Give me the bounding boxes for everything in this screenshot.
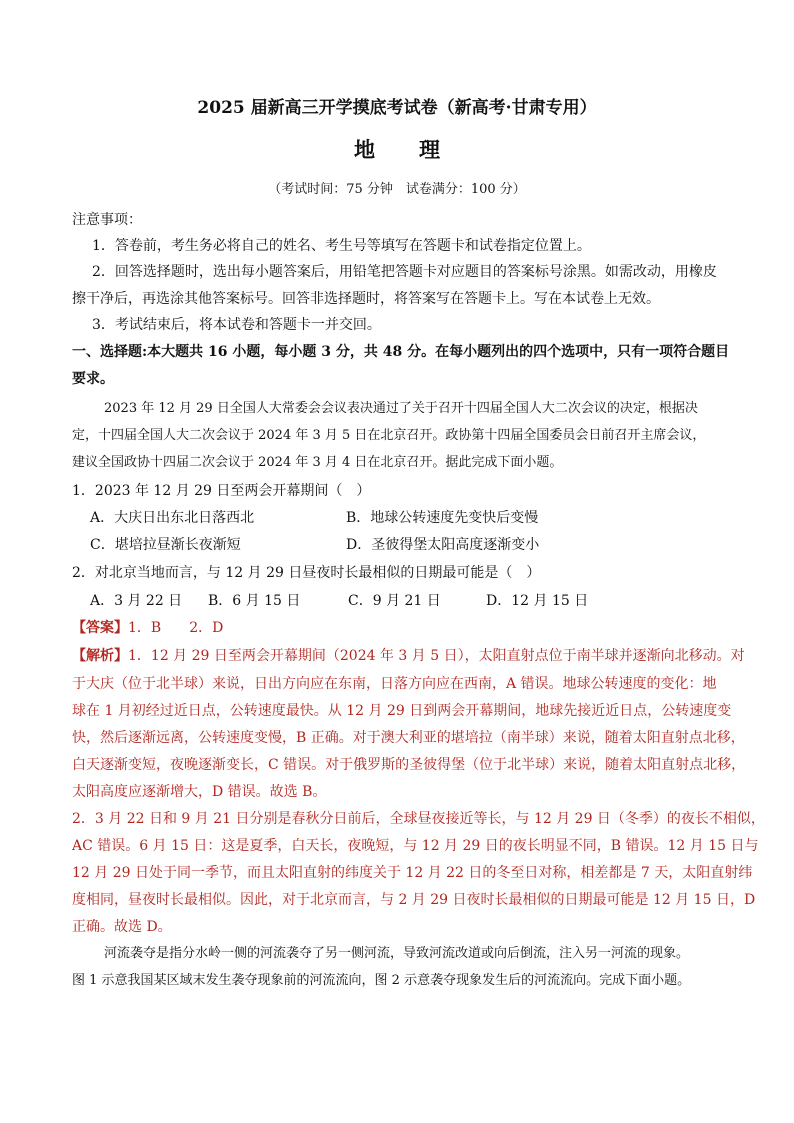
question-2-option-b: B．6 月 15 日 xyxy=(208,593,301,609)
question-2-stem: 2．对北京当地而言，与 12 月 29 日昼夜时长最相似的日期最可能是（ ） xyxy=(72,565,541,581)
passage-paragraph: 2023 年 12 月 29 日全国人大常委会会议表决通过了关于召开十四届全国人大二次会议的决定，根据决 xyxy=(104,401,698,416)
analysis-text: 12 月 29 日处于同一季节，而且太阳直射的纬度关于 12 月 22 日的冬至日对称，相差都是 7 天，太阳直射纬 xyxy=(72,865,753,881)
note-item-continued: 擦干净后，再选涂其他答案标号。回答非选择题时，将答案写在答题卡上。写在本试卷上无效。 xyxy=(72,291,660,307)
question-2-option-a: A．3 月 22 日 xyxy=(90,593,183,609)
question-1-option-b: B．地球公转速度先变快后变慢 xyxy=(346,510,539,526)
section-heading-continued: 要求。 xyxy=(72,371,114,387)
analysis-text: 球在 1 月初经过近日点，公转速度最快。从 12 月 29 日到两会开幕期间，地球先接近近日点，公转速度变 xyxy=(72,703,732,719)
section-heading: 一、选择题:本大题共 16 小题，每小题 3 分，共 48 分。在每小题列出的四个选项中，只有一项符合题目 xyxy=(72,344,730,360)
answer-line xyxy=(72,618,223,638)
question-1-option-a: A．大庆日出东北日落西北 xyxy=(90,510,255,526)
analysis-text: 快，然后逐渐远离，公转速度变慢，B 正确。对于澳大利亚的堪培拉（南半球）来说，随着太阳直射点北移， xyxy=(72,730,745,746)
analysis-text: 于大庆（位于北半球）来说，日出方向应在东南，日落方向应在西南，A 错误。地球公转速度的变化：地 xyxy=(72,676,717,692)
analysis-text: 太阳高度应逐渐增大，D 错误。故选 B。 xyxy=(72,784,327,800)
passage-paragraph: 图 1 示意我国某区域末发生袭夺现象前的河流流向，图 2 示意袭夺现象发生后的河流流向。完成下面小题。 xyxy=(72,973,691,988)
note-item: 2．回答选择题时，选出每小题答案后，用铅笔把答题卡对应题目的答案标号涂黑。如需改动，用橡皮 xyxy=(92,264,717,280)
note-item: 1．答卷前，考生务必将自己的姓名、考生号等填写在答题卡和试卷指定位置上。 xyxy=(92,238,591,254)
question-1-stem: 1．2023 年 12 月 29 日至两会开幕期间（ ） xyxy=(72,483,371,499)
answer-text: 1．B 2．D xyxy=(128,620,224,636)
note-item: 3．考试结束后，将本试卷和答题卡一并交回。 xyxy=(92,317,381,333)
passage-paragraph: 河流袭夺是指分水岭一侧的河流袭夺了另一侧河流，导致河流改道或向后倒流，注入另一河流的现象。 xyxy=(104,946,690,961)
question-1-option-d: D．圣彼得堡太阳高度逐渐变小 xyxy=(346,537,540,553)
analysis-line xyxy=(72,646,745,666)
passage-paragraph: 建议全国政协十四届二次会议于 2024 年 3 月 4 日在北京召开。据此完成下面小题。 xyxy=(72,455,563,470)
question-1-option-c: C．堪培拉昼渐长夜渐短 xyxy=(90,537,241,553)
subject-title: 地理 xyxy=(354,137,484,162)
analysis-text: 度相同，昼夜时长最相似。因此，对于北京而言，与 2 月 29 日夜时长最相似的日期最可能是 12 月 15 日，D xyxy=(72,892,756,908)
exam-title: 2025 届新高三开学摸底考试卷（新高考·甘肃专用） xyxy=(197,98,597,118)
analysis-text: 正确。故选 D。 xyxy=(72,919,172,935)
analysis-text: 白天逐渐变短，夜晚逐渐变长，C 错误。对于俄罗斯的圣彼得堡（位于北半球）来说，随着太阳直射点北移， xyxy=(72,757,746,773)
analysis-text: 2．3 月 22 日和 9 月 21 日分别是春秋分日前后，全球昼夜接近等长，与 12 月 29 日（冬季）的夜长不相似， xyxy=(72,811,765,827)
passage-paragraph: 定，十四届全国人大二次会议于 2024 年 3 月 5 日在北京召开。政协第十四届全国委员会日前召开主席会议， xyxy=(72,428,706,443)
analysis-text: 1．12 月 29 日至两会开幕期间（2024 年 3 月 5 日），太阳直射点位于南半球并逐渐向北移动。对 xyxy=(128,648,745,664)
analysis-label: 【解析】 xyxy=(72,648,128,664)
question-2-option-d: D．12 月 15 日 xyxy=(486,593,589,609)
analysis-text: AC 错误。6 月 15 日：这是夏季，白天长，夜晚短，与 12 月 29 日的夜长明显不同，B 错误。12 月 15 日与 xyxy=(72,838,759,854)
notes-heading: 注意事项： xyxy=(72,212,142,228)
exam-info: （考试时间：75 分钟 试卷满分：100 分） xyxy=(268,182,526,197)
answer-label: 【答案】 xyxy=(72,620,128,636)
question-2-option-c: C．9 月 21 日 xyxy=(348,593,441,609)
